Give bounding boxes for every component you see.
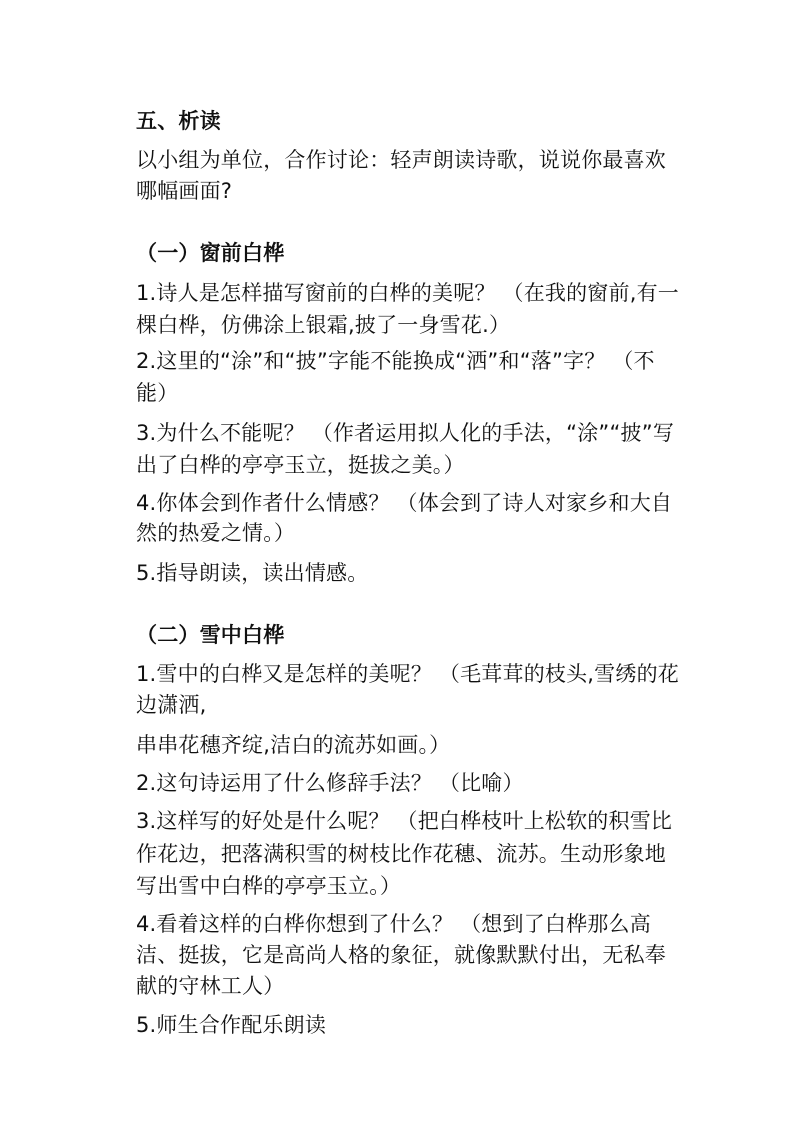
part1-line-3: 2.这里的“涂”和“披”字能不能换成“洒”和“落”字？ （不 [136,349,655,373]
part2-line-6: 作花边，把落满积雪的树枝比作花穗、流苏。生动形象地 [136,842,666,866]
part1-line-9: 5.指导朗读，读出情感。 [136,561,369,585]
part2-line-9: 洁、挺拔，它是高尚人格的象征，就像默默付出，无私奉 [136,943,666,967]
part2-title: （二）雪中白桦 [136,623,285,647]
part1-line-8: 然的热爱之情。） [136,521,296,545]
intro-line-1: 以小组为单位，合作讨论：轻声朗读诗歌，说说你最喜欢 [136,148,666,172]
part2-line-1: 1.雪中的白桦又是怎样的美呢？ （毛茸茸的枝头,雪绣的花 [136,662,679,686]
part2-line-11: 5.师生合作配乐朗读 [136,1013,327,1037]
section-title: 五、析读 [136,109,221,133]
part1-line-5: 3.为什么不能呢？ （作者运用拟人化的手法，“涂”“披”写 [136,421,675,445]
part1-line-6: 出了白桦的亭亭玉立，挺拔之美。） [136,453,465,477]
part1-line-2: 棵白桦，仿佛涂上银霜,披了一身雪花.） [136,313,511,337]
part1-title: （一）窗前白桦 [136,241,285,265]
part2-line-4: 2.这句诗运用了什么修辞手法？ （比喻） [136,771,524,795]
part1-line-4: 能） [136,381,179,405]
part1-line-1: 1.诗人是怎样描写窗前的白桦的美呢？ （在我的窗前,有一 [136,281,679,305]
part2-line-5: 3.这样写的好处是什么呢？ （把白桦枝叶上松软的积雪比 [136,809,673,833]
part2-line-7: 写出雪中白桦的亭亭玉立。） [136,874,402,898]
intro-line-2: 哪幅画面? [136,179,233,203]
part2-line-8: 4.看着这样的白桦你想到了什么？ （想到了白桦那么高 [136,912,651,936]
part2-line-2: 边潇洒, [136,693,207,717]
part2-line-3: 串串花穗齐绽,洁白的流苏如画。） [136,733,451,757]
part1-line-7: 4.你体会到作者什么情感？ （体会到了诗人对家乡和大自 [136,491,673,515]
part2-line-10: 献的守林工人） [136,974,285,998]
